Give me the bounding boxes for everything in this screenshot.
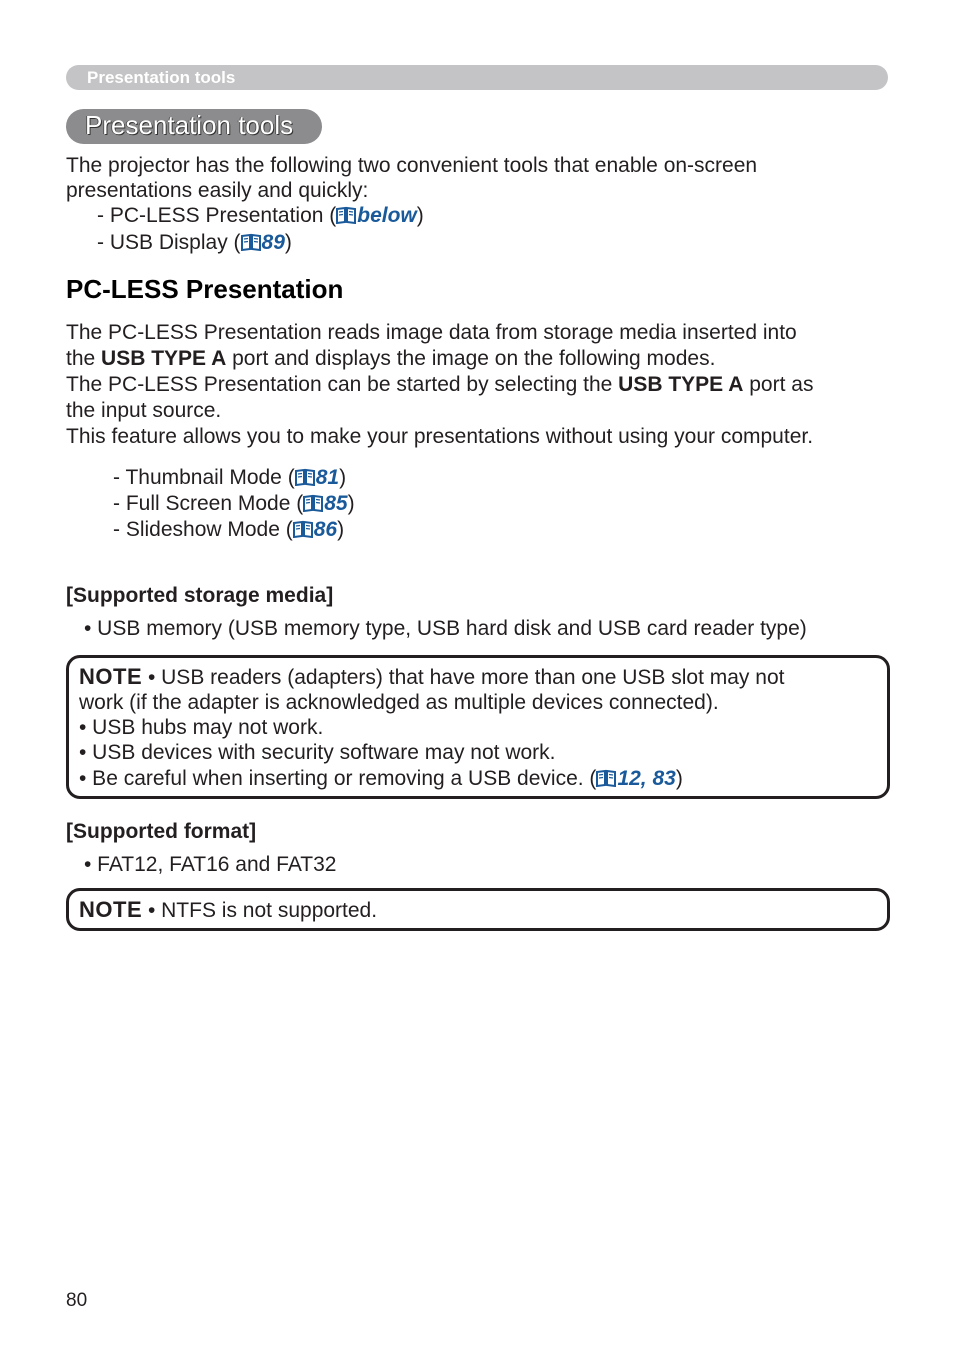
note-line: • USB devices with security software may not work.: [79, 741, 556, 764]
mode-item-thumbnail: - Thumbnail Mode ( 81): [113, 466, 347, 489]
page-reference-link[interactable]: 85: [324, 492, 348, 515]
book-icon: [241, 233, 261, 251]
page-number: 80: [66, 1290, 88, 1311]
format-heading: [Supported format]: [66, 820, 257, 843]
intro-item-usb-display: - USB Display ( 89): [97, 231, 292, 254]
page-reference-link[interactable]: 81: [315, 466, 340, 489]
note-line: • Be careful when inserting or removing a USB device. ( 12, 83): [79, 767, 683, 790]
book-icon: [336, 206, 356, 224]
note-label: NOTE: [79, 897, 143, 922]
paragraph-line: This feature allows you to make your presentations without using your computer.: [66, 425, 814, 448]
paragraph-line: The PC-LESS Presentation reads image data from storage media inserted into: [66, 321, 797, 344]
note-line: NOTE • USB readers (adapters) that have more than one USB slot may not: [79, 664, 785, 689]
mode-item-full-screen: - Full Screen Mode ( 85): [113, 492, 355, 515]
book-icon: [293, 520, 313, 538]
format-bullet: • FAT12, FAT16 and FAT32: [84, 853, 337, 876]
storage-bullet: • USB memory (USB memory type, USB hard disk and USB card reader type): [84, 617, 807, 640]
page-title: Presentation tools: [85, 110, 294, 140]
paragraph-line: the USB TYPE A port and displays the image on the following modes.: [66, 347, 716, 370]
book-icon: [295, 468, 315, 486]
note-line: • USB hubs may not work.: [79, 716, 324, 739]
page-reference-link[interactable]: 86: [313, 518, 338, 541]
note-label: NOTE: [79, 664, 143, 689]
page-reference-link[interactable]: 89: [261, 231, 285, 254]
paragraph-line: the input source.: [66, 399, 222, 422]
storage-heading: [Supported storage media]: [66, 584, 334, 607]
note-box: [66, 888, 890, 931]
book-icon: [303, 494, 323, 512]
intro-line-2: presentations easily and quickly:: [66, 179, 369, 202]
note-box: [66, 655, 890, 799]
note-line: NOTE • NTFS is not supported.: [79, 897, 378, 922]
page-reference-link[interactable]: 12, 83: [617, 767, 676, 790]
intro-item-pc-less: - PC-LESS Presentation ( below): [97, 204, 424, 227]
paragraph-line: The PC-LESS Presentation can be started by selecting the USB TYPE A port as: [66, 373, 814, 396]
section-heading: PC-LESS Presentation: [66, 274, 344, 304]
intro-line-1: The projector has the following two convenient tools that enable on-screen: [66, 154, 758, 177]
page-reference-link[interactable]: below: [357, 204, 417, 227]
note-line: work (if the adapter is acknowledged as multiple devices connected).: [79, 691, 719, 714]
header-label: Presentation tools: [87, 68, 236, 87]
book-icon: [596, 769, 616, 787]
header-bar: [66, 65, 888, 90]
mode-item-slideshow: - Slideshow Mode ( 86): [113, 518, 345, 541]
section-title-pill: [66, 109, 322, 144]
